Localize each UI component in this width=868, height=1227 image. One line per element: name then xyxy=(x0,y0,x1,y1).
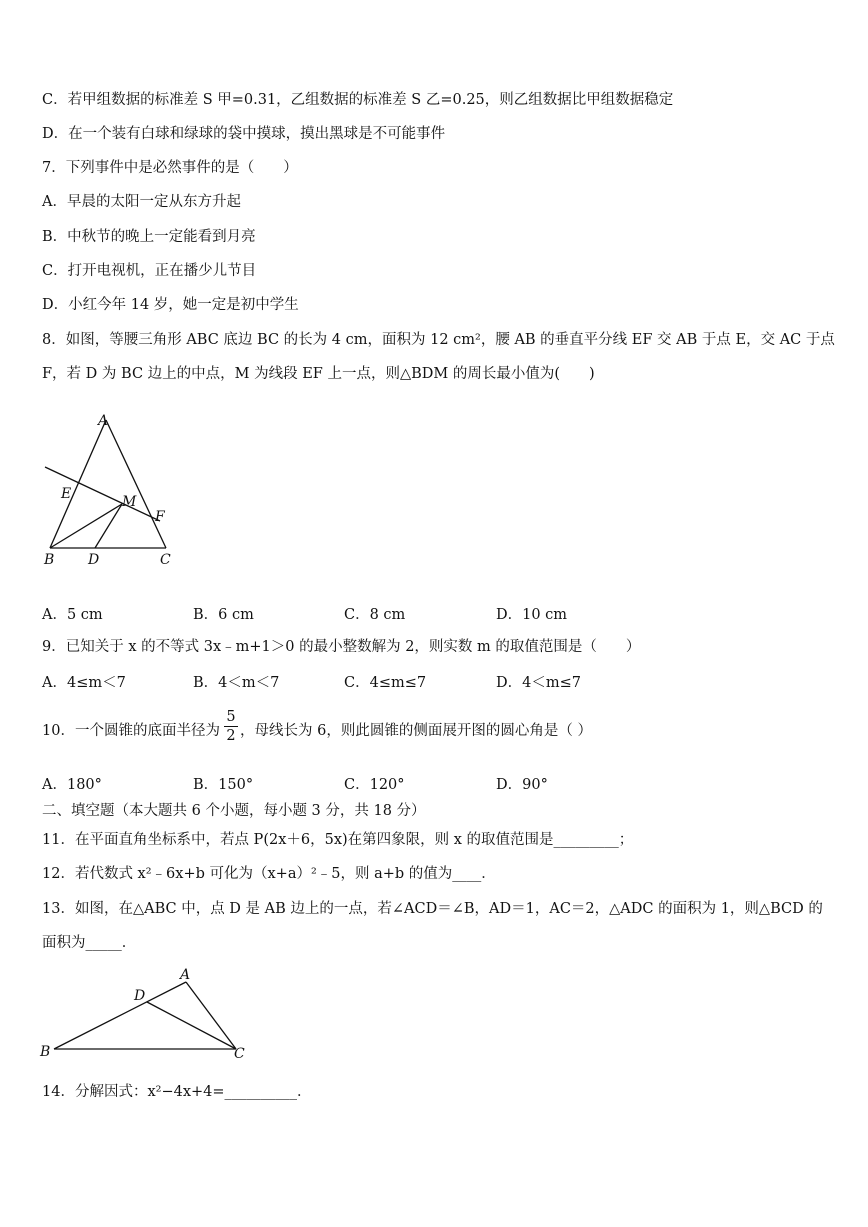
q6-option-c: C．若甲组数据的标准差 S 甲=0.31，乙组数据的标准差 S 乙=0.25，则乙组数据比甲组数据稳定 xyxy=(42,92,674,108)
q10-option-a: A．180° xyxy=(42,777,102,793)
label-b: B xyxy=(44,552,55,568)
label-f: F xyxy=(155,509,165,525)
q10-option-d: D．90° xyxy=(496,777,548,793)
q10-stem-after: ，母线长为 6，则此圆锥的侧面展开图的圆心角是（ ） xyxy=(240,723,592,739)
q7-option-b: B．中秋节的晚上一定能看到月亮 xyxy=(42,229,256,245)
label-a: A xyxy=(180,967,191,983)
q10-stem-before: 10．一个圆锥的底面半径为 xyxy=(42,723,220,739)
q12-stem: 12．若代数式 x²﹣6x+b 可化为（x+a）²﹣5，则 a+b 的值为____． xyxy=(42,866,496,882)
q8-option-a: A．5 cm xyxy=(42,607,103,623)
q8-stem-line1: 8．如图，等腰三角形 ABC 底边 BC 的长为 4 cm，面积为 12 cm²，腰 AB 的垂直平分线 EF 交 AB 于点 E，交 AC 于点 xyxy=(42,332,835,348)
q14-stem: 14．分解因式：x²−4x+4=__________． xyxy=(42,1084,312,1100)
q10-fraction xyxy=(224,708,238,745)
q8-option-b: B．6 cm xyxy=(193,607,254,623)
q9-option-b: B．4＜m＜7 xyxy=(193,675,280,691)
label-a: A xyxy=(98,413,109,429)
q8-option-c: C．8 cm xyxy=(344,607,406,623)
section-2-title: 二、填空题（本大题共 6 个小题，每小题 3 分，共 18 分） xyxy=(42,803,426,819)
label-d: D xyxy=(134,988,146,1004)
q8-option-d: D．10 cm xyxy=(496,607,568,623)
q9-stem: 9．已知关于 x 的不等式 3x﹣m+1＞0 的最小整数解为 2，则实数 m 的取值范围是（ ） xyxy=(42,639,641,655)
q7-stem: 7．下列事件中是必然事件的是（ ） xyxy=(42,160,298,176)
q10-fraction-numerator: 5 xyxy=(226,709,236,725)
label-c: C xyxy=(234,1046,245,1062)
q7-option-d: D．小红今年 14 岁，她一定是初中学生 xyxy=(42,297,299,313)
q7-option-c: C．打开电视机，正在播少儿节目 xyxy=(42,263,257,279)
segment-ac xyxy=(186,982,236,1049)
label-b: B xyxy=(40,1044,51,1060)
q9-option-a: A．4≤m＜7 xyxy=(42,675,126,691)
q7-option-a: A．早晨的太阳一定从东方升起 xyxy=(42,194,241,210)
q10-option-b: B．150° xyxy=(193,777,254,793)
segment-dc xyxy=(147,1002,236,1049)
q9-option-d: D．4＜m≤7 xyxy=(496,675,581,691)
q9-options xyxy=(42,671,742,691)
segment-dm xyxy=(95,504,122,548)
segment-bm xyxy=(50,504,122,548)
q8-stem-line2: F，若 D 为 BC 边上的中点，M 为线段 EF 上一点，则△BDM 的周长最小值为( ) xyxy=(42,366,595,382)
q10-option-c: C．120° xyxy=(344,777,405,793)
q13-stem-line1: 13．如图，在△ABC 中，点 D 是 AB 边上的一点，若∠ACD＝∠B，AD＝1，AC＝2，△ADC 的面积为 1，则△BCD 的 xyxy=(42,901,823,917)
label-c: C xyxy=(160,552,171,568)
q13-triangle-figure xyxy=(36,962,256,1068)
q10-options xyxy=(42,773,742,793)
q13-stem-line2: 面积为_____． xyxy=(42,935,137,951)
q6-option-d: D．在一个装有白球和绿球的袋中摸球，摸出黑球是不可能事件 xyxy=(42,126,446,142)
segment-ac xyxy=(106,420,166,548)
q9-option-c: C．4≤m≤7 xyxy=(344,675,427,691)
label-e: E xyxy=(61,486,72,502)
label-d: D xyxy=(88,552,100,568)
label-m: M xyxy=(122,494,137,510)
segment-ab xyxy=(50,420,106,548)
q8-triangle-figure xyxy=(38,408,178,573)
q10-fraction-denominator: 2 xyxy=(226,728,236,744)
segment-ba xyxy=(54,982,186,1049)
q11-stem: 11．在平面直角坐标系中，若点 P(2x＋6，5x)在第四象限，则 x 的取值范围是_________； xyxy=(42,832,634,848)
q8-options xyxy=(42,603,742,623)
